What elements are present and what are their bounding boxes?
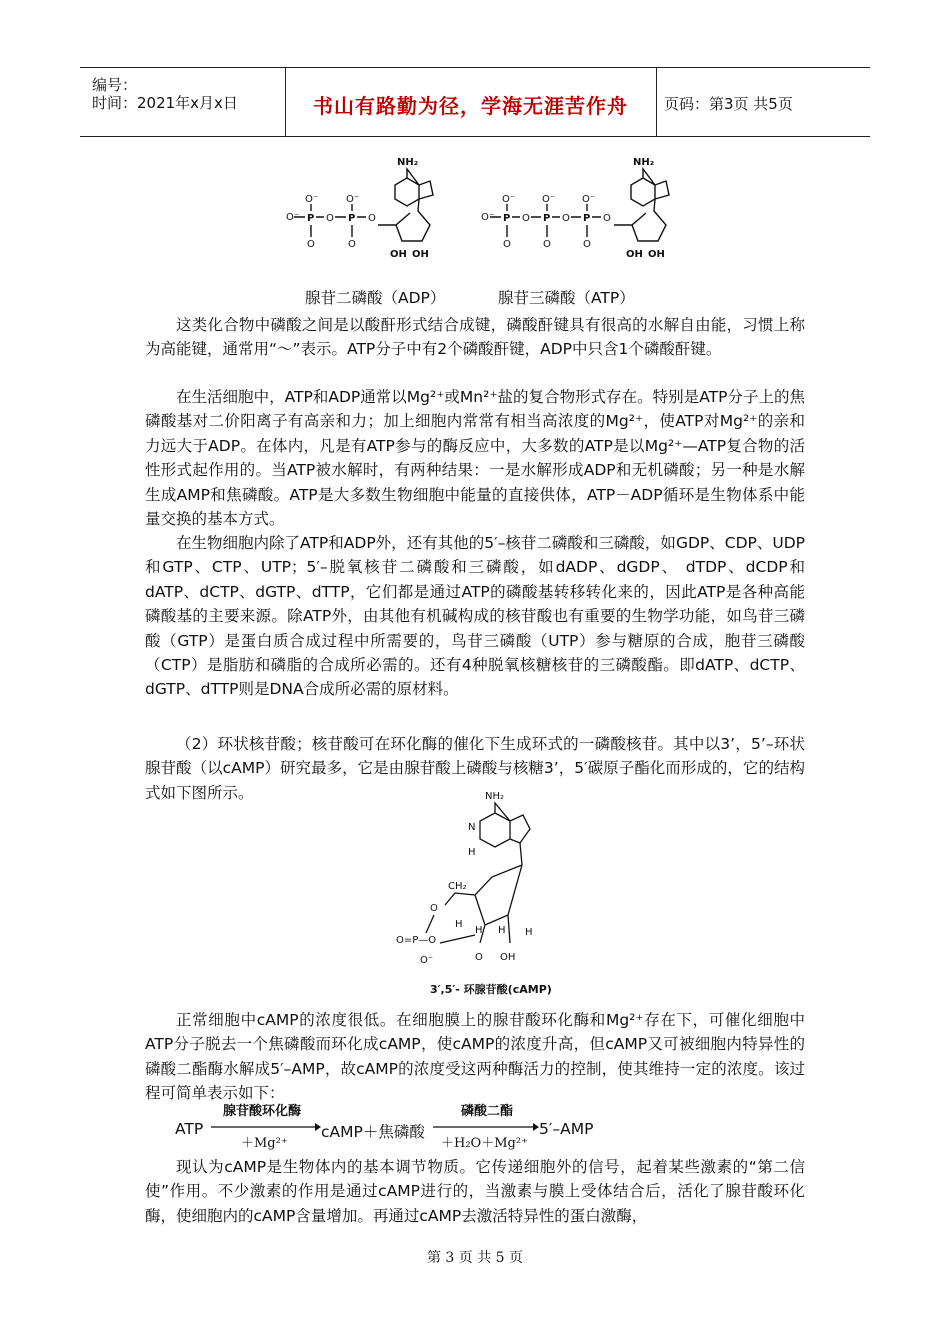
- document-date-label: 时间：2021年x月x日: [92, 94, 238, 112]
- atp-nh2-label: NH₂: [633, 157, 655, 168]
- eq-middle: cAMP＋焦磷酸: [321, 1123, 425, 1141]
- page-header: [80, 67, 870, 137]
- camp-n-1: N: [468, 822, 476, 833]
- eq-atp: ATP: [175, 1120, 204, 1138]
- eq-product: 5′–AMP: [539, 1120, 594, 1138]
- paragraph-3: 在生物细胞内除了ATP和ADP外，还有其他的5′–核苷二磷酸和三磷酸，如GDP、CDP、UDP和GTP、CTP、UTP；5′–脱氧核苷二磷酸和三磷酸，如dADP、dGDP、 dTDP、dCDP和dATP、dCTP、dGTP、dTTP，它们都是通过ATP的磷酸基转移转化来的，因此ATP是各种高能磷酸基的主要来源。除ATP外，由其他有机碱构成的核苷酸也有重要的生物学功能，如鸟苷三磷酸（GTP）是蛋白质合成过程中所需要的，鸟苷三磷酸（UTP）参与糖原的合成，胞苷三磷酸（CTP）是脂肪和磷脂的合成所必需的。还有4种脱氧核糖核苷的三磷酸酯。即dATP、dCTP、dGTP、dTTP则是DNA合成所必需的原材料。: [145, 534, 805, 699]
- eq-arrow-1: [211, 1122, 321, 1132]
- adp-o-minus-3: O⁻: [286, 212, 300, 223]
- atp-oh-1: OH: [626, 249, 643, 260]
- header-middle-cell: [285, 68, 657, 136]
- adp-atp-structures: [270, 145, 690, 275]
- adp-p-1: P: [307, 213, 315, 224]
- adp-o-double-1: O: [307, 239, 315, 250]
- camp-h-4: H: [498, 925, 506, 936]
- atp-o-minus-3: O⁻: [582, 194, 596, 205]
- atp-oh-2: OH: [648, 249, 665, 260]
- atp-o-minus-1: O⁻: [502, 194, 516, 205]
- camp-o-3: O: [475, 952, 483, 963]
- atp-o-bridge-1: O: [522, 213, 530, 224]
- camp-p-bond: O=P—O: [396, 935, 437, 946]
- adp-caption: 腺苷二磷酸（ADP）: [305, 289, 446, 307]
- adp-structure: [286, 157, 433, 260]
- adp-nh2-label: NH₂: [397, 157, 419, 168]
- paragraph-6: 现认为cAMP是生物体内的基本调节物质。它传递细胞外的信号，起着某些激素的“第二信使”作用。不少激素的作用是通过cAMP进行的，当激素与膜上受体结合后，活化了腺苷酸环化酶，使细胞内的cAMP含量增加。再通过cAMP去激活特异性的蛋白激酶，: [145, 1158, 805, 1225]
- atp-o-bridge-2: O: [562, 213, 570, 224]
- camp-ch2-label: CH₂: [448, 881, 467, 892]
- atp-o-ester: O: [603, 213, 611, 224]
- camp-structure: [390, 785, 590, 1000]
- eq-arrow-2: [433, 1122, 539, 1132]
- atp-o-minus-4: O⁻: [481, 212, 495, 223]
- adp-o-ester: O: [368, 213, 376, 224]
- camp-oh: OH: [500, 952, 516, 963]
- page-footer: 第 3 页 共 5 页: [426, 1250, 524, 1266]
- eq-cofactor-1: ＋Mg²⁺: [241, 1136, 288, 1151]
- atp-p-1: P: [503, 213, 511, 224]
- adp-o-minus-2: O⁻: [346, 194, 360, 205]
- eq-cofactor-2: ＋H₂O＋Mg²⁺: [441, 1136, 528, 1151]
- atp-o-minus-2: O⁻: [542, 194, 556, 205]
- reaction-equation: [175, 1100, 815, 1150]
- atp-structure: [481, 157, 669, 260]
- atp-p-3: P: [583, 213, 591, 224]
- camp-o-ring: O: [430, 903, 438, 914]
- eq-enzyme-1: 腺苷酸环化酶: [223, 1104, 302, 1119]
- camp-h-2: H: [455, 919, 463, 930]
- camp-h-1: H: [468, 847, 476, 858]
- atp-o-double-2: O: [543, 239, 551, 250]
- adp-o-bridge: O: [326, 213, 334, 224]
- adp-oh-2: OH: [412, 249, 429, 260]
- camp-caption: 3′,5′- 环腺苷酸(cAMP): [430, 983, 552, 996]
- paragraph-1: 这类化合物中磷酸之间是以酸酐形式结合成键，磷酸酐键具有很高的水解自由能，习惯上称为高能键，通常用“～”表示。ATP分子中有2个磷酸酐键，ADP中只含1个磷酸酐键。: [145, 316, 805, 359]
- camp-nh2-label: NH₂: [485, 791, 505, 802]
- adp-o-minus-1: O⁻: [305, 194, 319, 205]
- camp-h-3: H: [475, 925, 483, 936]
- atp-caption: 腺苷三磷酸（ATP）: [498, 289, 635, 307]
- paragraph-4: （2）环状核苷酸；核苷酸可在环化酶的催化下生成环式的一磷酸核苷。其中以3’，5’–环状腺苷酸（以cAMP）研究最多，它是由腺苷酸上磷酸与核糖3’，5′碳原子酯化而形成的，它的结构式如下图所示。: [145, 735, 805, 802]
- adp-oh-1: OH: [390, 249, 407, 260]
- camp-h-5: H: [525, 927, 533, 938]
- atp-p-2: P: [543, 213, 551, 224]
- camp-o-minus: O⁻: [420, 955, 434, 966]
- adp-o-double-2: O: [348, 239, 356, 250]
- header-motto: 书山有路勤为径，学海无涯苦作舟: [313, 94, 628, 118]
- header-page-code: 页码：第3页 共5页: [664, 95, 793, 113]
- paragraph-2: 在生活细胞中，ATP和ADP通常以Mg²⁺或Mn²⁺盐的复合物形式存在。特别是ATP分子上的焦磷酸基对二价阳离子有高亲和力；加上细胞内常常有相当高浓度的Mg²⁺，使ATP对Mg²⁺的亲和力远大于ADP。在体内，凡是有ATP参与的酶反应中，大多数的ATP是以Mg²⁺—ATP复合物的活性形式起作用的。当ATP被水解时，有两种结果：一是水解形成ADP和无机磷酸；另一种是水解生成AMP和焦磷酸。ATP是大多数生物细胞中能量的直接供体，ATP－ADP循环是生物体系中能量交换的基本方式。: [145, 388, 805, 529]
- header-left-cell: [80, 68, 286, 136]
- document-number-label: 编号：: [92, 76, 138, 94]
- paragraph-5: 正常细胞中cAMP的浓度很低。在细胞膜上的腺苷酸环化酶和Mg²⁺存在下，可催化细胞中ATP分子脱去一个焦磷酸而环化成cAMP，使cAMP的浓度升高，但cAMP又可被细胞内特异性的磷酸二酯酶水解成5′–AMP，故cAMP的浓度受这两种酶活力的控制，使其维持一定的浓度。该过程可简单表示如下：: [145, 1011, 805, 1103]
- atp-o-double-1: O: [503, 239, 511, 250]
- adp-p-2: P: [348, 213, 356, 224]
- atp-o-double-3: O: [583, 239, 591, 250]
- header-right-cell: [656, 68, 870, 136]
- eq-enzyme-2: 磷酸二酯: [461, 1104, 514, 1119]
